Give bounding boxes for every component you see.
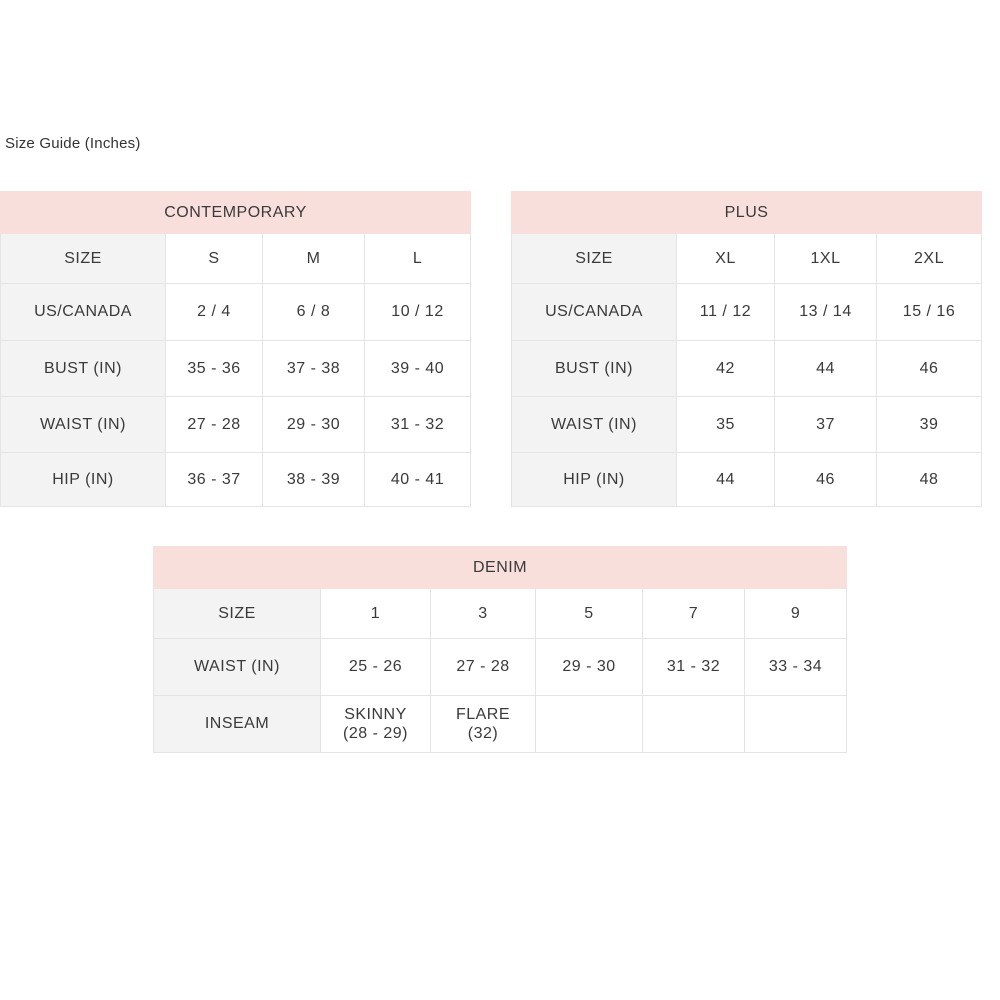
table-cell: 35 [677, 397, 775, 453]
plus-table-title: PLUS [512, 192, 982, 234]
table-cell: S [166, 234, 263, 284]
table-cell: 48 [877, 453, 982, 507]
table-cell: 42 [677, 341, 775, 397]
contemporary-table-title: CONTEMPORARY [1, 192, 471, 234]
table-cell: 9 [745, 589, 847, 639]
table-cell: 33 - 34 [745, 639, 847, 696]
table-cell: 27 - 28 [431, 639, 536, 696]
table-cell: 44 [775, 341, 877, 397]
table-cell: 2 / 4 [166, 284, 263, 341]
row-label: HIP (IN) [512, 453, 677, 507]
table-row [154, 639, 847, 696]
table-cell: 35 - 36 [166, 341, 263, 397]
table-cell: M [263, 234, 365, 284]
row-label: US/CANADA [1, 284, 166, 341]
table-cell [431, 696, 536, 753]
row-label: INSEAM [154, 696, 321, 753]
row-label: BUST (IN) [512, 341, 677, 397]
table-cell: 40 - 41 [365, 453, 471, 507]
table-cell-empty [643, 696, 745, 753]
table-cell: XL [677, 234, 775, 284]
table-cell-empty [745, 696, 847, 753]
row-label: WAIST (IN) [154, 639, 321, 696]
row-label: HIP (IN) [1, 453, 166, 507]
table-row [154, 589, 847, 639]
row-label: SIZE [1, 234, 166, 284]
table-cell: 31 - 32 [643, 639, 745, 696]
table-cell: 46 [877, 341, 982, 397]
table-cell: 38 - 39 [263, 453, 365, 507]
table-row [512, 453, 982, 507]
table-cell: 27 - 28 [166, 397, 263, 453]
table-row [1, 284, 471, 341]
table-row [1, 341, 471, 397]
table-cell: 15 / 16 [877, 284, 982, 341]
row-label: WAIST (IN) [512, 397, 677, 453]
table-cell: 29 - 30 [536, 639, 643, 696]
row-label: US/CANADA [512, 284, 677, 341]
table-row [1, 453, 471, 507]
table-cell: 13 / 14 [775, 284, 877, 341]
table-row [1, 397, 471, 453]
table-cell: 7 [643, 589, 745, 639]
table-cell: 25 - 26 [321, 639, 431, 696]
denim-size-table [153, 546, 847, 753]
page-title: Size Guide (Inches) [5, 135, 141, 152]
table-row [512, 284, 982, 341]
table-cell: 10 / 12 [365, 284, 471, 341]
table-cell: 6 / 8 [263, 284, 365, 341]
row-label: SIZE [512, 234, 677, 284]
table-cell: 3 [431, 589, 536, 639]
table-cell: 39 - 40 [365, 341, 471, 397]
inseam-skinny-value: (28 - 29) [343, 725, 408, 742]
table-cell: 1 [321, 589, 431, 639]
contemporary-size-table [0, 191, 471, 507]
table-cell-empty [536, 696, 643, 753]
table-row [512, 397, 982, 453]
table-cell: 39 [877, 397, 982, 453]
table-row [154, 696, 847, 753]
row-label: WAIST (IN) [1, 397, 166, 453]
row-label: BUST (IN) [1, 341, 166, 397]
table-cell: 11 / 12 [677, 284, 775, 341]
inseam-skinny-label: SKINNY [344, 705, 407, 723]
table-row [1, 234, 471, 284]
inseam-flare-label: FLARE [455, 705, 511, 723]
table-cell: 44 [677, 453, 775, 507]
table-cell: 5 [536, 589, 643, 639]
table-row [512, 234, 982, 284]
row-label: SIZE [154, 589, 321, 639]
table-cell: 2XL [877, 234, 982, 284]
table-cell: 29 - 30 [263, 397, 365, 453]
table-cell: 37 [775, 397, 877, 453]
denim-table-title: DENIM [154, 547, 847, 589]
inseam-flare-value: (32) [467, 725, 499, 742]
table-cell: 31 - 32 [365, 397, 471, 453]
table-cell: 1XL [775, 234, 877, 284]
table-cell: 36 - 37 [166, 453, 263, 507]
plus-size-table [511, 191, 982, 507]
table-cell: 46 [775, 453, 877, 507]
table-cell: 37 - 38 [263, 341, 365, 397]
table-cell [321, 696, 431, 753]
table-cell: L [365, 234, 471, 284]
table-row [512, 341, 982, 397]
